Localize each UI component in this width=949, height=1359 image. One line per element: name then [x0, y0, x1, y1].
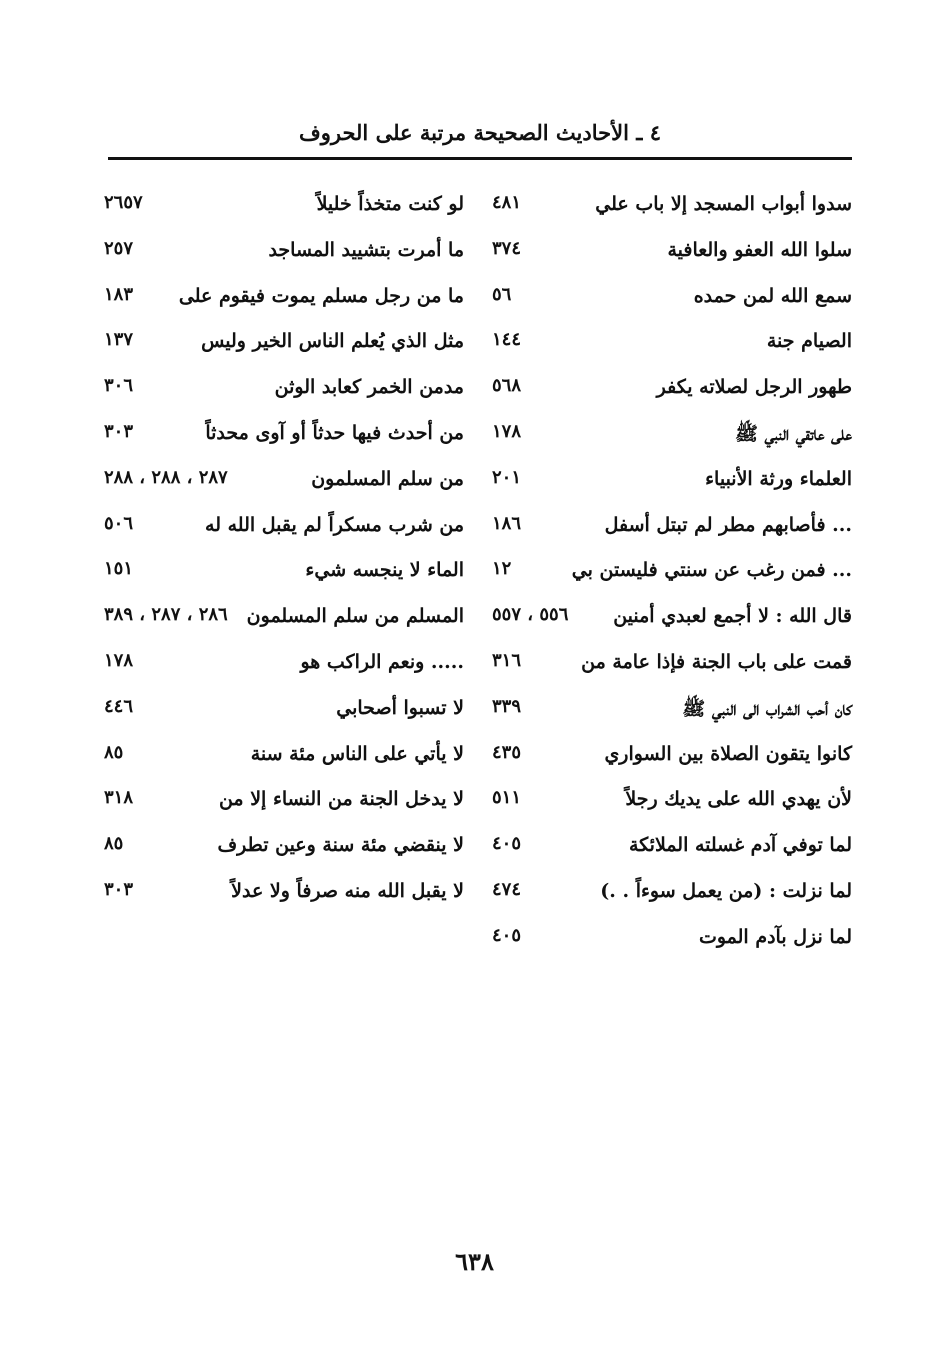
hadith-phrase: قال الله : لا أجمع لعبدي أمنين: [613, 605, 852, 628]
hadith-phrase: لا تسبوا أصحابي: [336, 696, 464, 719]
index-entry: [104, 597, 464, 643]
index-entry: [492, 506, 852, 552]
page-reference: ٣٧٤: [492, 237, 522, 259]
page-reference: ٥٥٦ ، ٥٥٧: [492, 604, 569, 626]
index-entry: [492, 322, 852, 368]
page-header: [108, 110, 852, 160]
hadith-phrase: المسلم من سلم المسلمون: [246, 605, 464, 628]
page-reference: ٢٨٧ ، ٢٨٨ ، ٢٨٨: [104, 466, 228, 488]
index-entry: [492, 597, 852, 643]
page-reference: ٤٠٥: [492, 833, 522, 855]
index-column-left: [104, 185, 464, 918]
page-reference: ٥٦: [492, 283, 512, 305]
hadith-phrase: ما أمرت بتشييد المساجد: [268, 238, 464, 261]
index-entry: [492, 689, 852, 735]
hadith-phrase: قمت على باب الجنة فإذا عامة من: [581, 650, 852, 673]
index-entry: [492, 368, 852, 414]
page-reference: ٣٠٦: [104, 375, 134, 397]
index-entry: [104, 460, 464, 506]
index-entry: [104, 322, 464, 368]
hadith-phrase: لا ينقضي مئة سنة وعين تطرف: [217, 834, 464, 857]
hadith-phrase: كان أحب الشراب الى النبي ﷺ: [682, 697, 852, 720]
hadith-phrase: سدوا أبواب المسجد إلا باب علي: [595, 193, 852, 215]
hadith-phrase: لا يدخل الجنة من النساء إلا من: [218, 788, 464, 811]
index-entry: [104, 689, 464, 735]
page-reference: ٢٦٥٧: [104, 192, 143, 213]
hadith-phrase: لما توفي آدم غسلته الملائكة: [629, 834, 852, 857]
index-entry: [104, 231, 464, 277]
hadith-phrase: من شرب مسكراً لم يقبل الله له: [205, 513, 464, 536]
index-entry: [104, 414, 464, 460]
page-reference: ٣٣٩: [492, 695, 522, 717]
index-entry: [104, 826, 464, 872]
hadith-phrase: لا يأتي على الناس مئة سنة: [250, 742, 464, 765]
page-reference: ٥١١: [492, 787, 522, 809]
hadith-phrase: مثل الذي يُعلم الناس الخير وليس: [201, 330, 464, 353]
index-entry: [104, 780, 464, 826]
index-entry: [492, 185, 852, 231]
page-reference: ٨٥: [104, 833, 124, 855]
index-entry: [104, 872, 464, 918]
hadith-phrase: ..... ونعم الراكب هو: [300, 650, 464, 673]
hadith-phrase: ... فأصابهم مطر لم تبتل أسفل: [604, 513, 852, 536]
hadith-phrase: ... فمن رغب عن سنتي فليستن بي: [571, 559, 852, 582]
index-entry: [492, 780, 852, 826]
hadith-phrase: سلوا الله العفو والعافية: [667, 238, 852, 261]
index-entry: [492, 277, 852, 323]
page-reference: ٤٠٥: [492, 924, 522, 946]
index-entry: [104, 643, 464, 689]
page-reference: ١٧٨: [492, 420, 522, 442]
page-reference: ١٣٧: [104, 329, 134, 351]
index-entry: [492, 551, 852, 597]
page-title: ٤ ـ الأحاديث الصحيحة مرتبة على الحروف: [298, 120, 661, 145]
hadith-phrase: لأن يهدي الله على يديك رجلاً: [625, 788, 852, 811]
index-entry: [104, 185, 464, 231]
page-reference: ٥٦٨: [492, 375, 522, 397]
page-reference: ٢٥٧: [104, 237, 134, 259]
hadith-phrase: طهور الرجل لصلاته يكفر: [656, 376, 852, 399]
page-reference: ٤٤٦: [104, 695, 134, 717]
index-entry: [492, 872, 852, 918]
hadith-phrase: ما من رجل مسلم يموت فيقوم على: [178, 284, 464, 307]
page-reference: ٤٧٤: [492, 878, 522, 900]
index-entry: [492, 918, 852, 964]
page-reference: ٨٥: [104, 741, 124, 763]
index-entry: [492, 643, 852, 689]
index-column-right: [492, 185, 852, 964]
page-reference: ٣٠٣: [104, 878, 134, 900]
page-reference: ١٨٦: [492, 512, 522, 534]
hadith-phrase: كانوا يتقون الصلاة بين السواري: [604, 742, 852, 765]
page-reference: ١٤٤: [492, 329, 522, 351]
index-entry: [104, 506, 464, 552]
page-reference: ٣١٦: [492, 649, 522, 671]
hadith-phrase: من سلم المسلمون: [311, 467, 464, 490]
page-reference: ٣١٨: [104, 787, 134, 809]
hadith-phrase: سمع الله لمن حمده: [693, 284, 852, 307]
index-entry: [104, 551, 464, 597]
page-reference: ٢٨٦ ، ٢٨٧ ، ٣٨٩: [104, 604, 228, 626]
page-reference: ١٢: [492, 558, 512, 580]
hadith-phrase: لا يقبل الله منه صرفاً ولا عدلاً: [231, 879, 464, 902]
index-entry: [492, 826, 852, 872]
page-reference: ٥٠٦: [104, 512, 134, 534]
page-number: ٦٣٨: [455, 1247, 494, 1276]
index-entry: [492, 414, 852, 460]
hadith-phrase: على عاتقي النبي ﷺ: [734, 422, 852, 445]
page-reference: ٤٨١: [492, 192, 522, 213]
index-entry: [104, 368, 464, 414]
hadith-phrase: لما نزلت : (من يعمل سوءاً . .): [600, 879, 852, 902]
page-reference: ٣٠٣: [104, 420, 134, 442]
hadith-phrase: لما نزل بآدم الموت: [698, 925, 852, 948]
page-reference: ١٧٨: [104, 649, 134, 671]
hadith-phrase: لو كنت متخذاً خليلاً: [316, 193, 464, 215]
page-reference: ٢٠١: [492, 466, 522, 488]
page-reference: ١٨٣: [104, 283, 134, 305]
index-entry: [492, 735, 852, 781]
hadith-phrase: العلماء ورثة الأنبياء: [705, 467, 852, 490]
hadith-phrase: الصيام جنة: [766, 330, 852, 353]
page-reference: ٤٣٥: [492, 741, 522, 763]
index-entry: [492, 231, 852, 277]
index-entry: [492, 460, 852, 506]
page-reference: ١٥١: [104, 558, 134, 580]
index-entry: [104, 735, 464, 781]
hadith-phrase: الماء لا ينجسه شيء: [305, 559, 464, 582]
hadith-phrase: من أحدث فيها حدثاً أو آوى محدثاً: [205, 421, 464, 444]
index-entry: [104, 277, 464, 323]
hadith-phrase: مدمن الخمر كعابد الوثن: [274, 376, 464, 399]
